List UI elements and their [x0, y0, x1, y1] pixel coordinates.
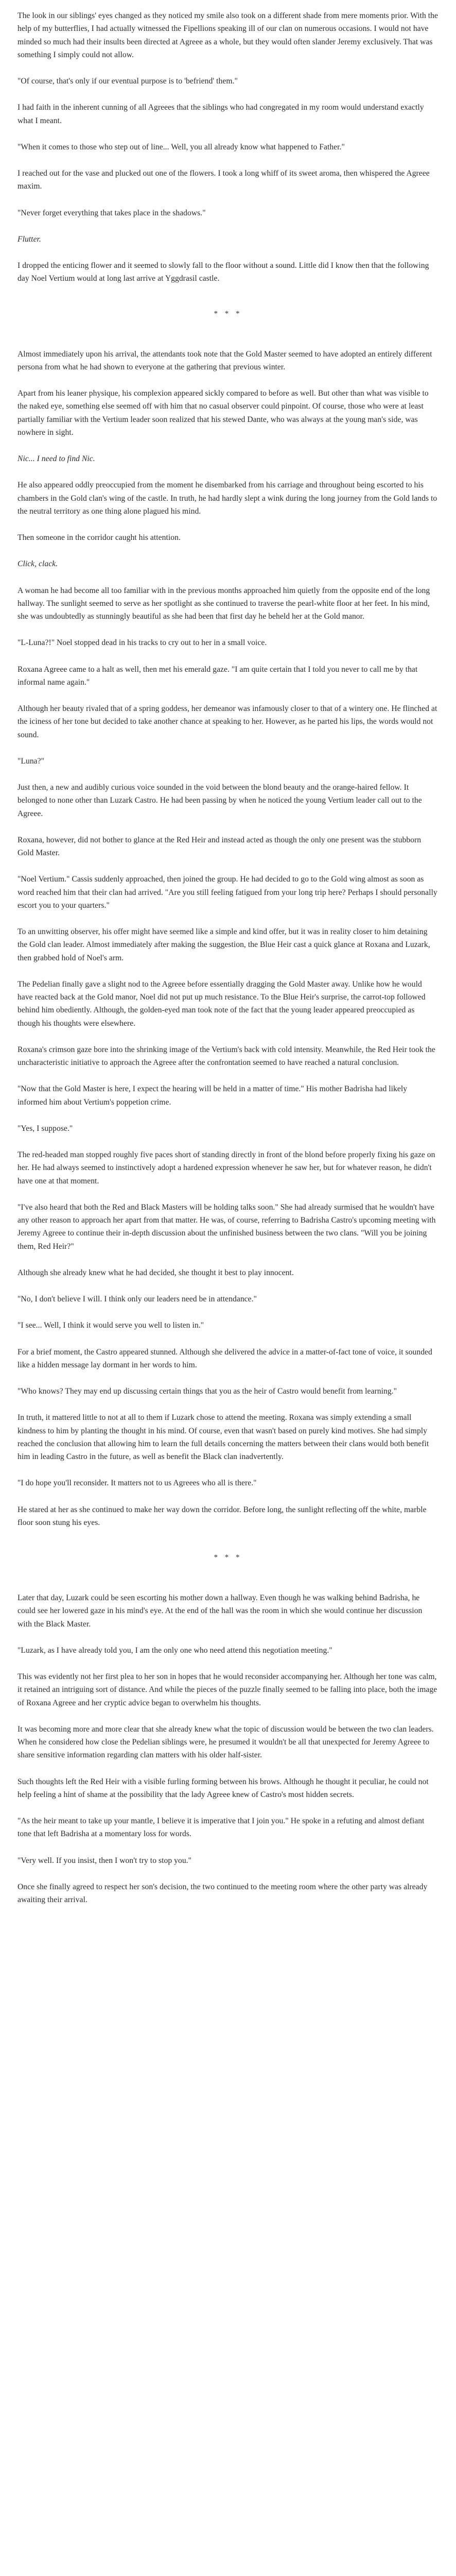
story-paragraph: The red-headed man stopped roughly five paces short of standing directly in front of the blond before properly fixing his gaze on her. He had always seemed to instinctively adopt a hardened expression whenever he saw her, but for whatever reason, he didn't have one at that moment. [17, 1150, 435, 1185]
story-body [17, 0, 439, 1920]
story-paragraph: "L-Luna?!" Noel stopped dead in his tracks to cry out to her in a small voice. [17, 638, 267, 648]
story-paragraph: He stared at her as she continued to make her way down the corridor. Before long, the sunlight reflecting off the white, marble floor soon stung his eyes. [17, 1505, 427, 1527]
story-paragraph: "I see... Well, I think it would serve you well to listen in." [17, 1321, 204, 1330]
story-paragraph: The Pedelian finally gave a slight nod to the Agreee before essentially dragging the Gold Master away. Unlike how he would have reacted back at the Gold manor, Noel did not put up much resistance. To the Blue Heir's surprise, the carrot-top followed behind him obediently. Although, the golden-eyed man took note of the fact that the young leader appeared preoccupied as though his thoughts were elsewhere. [17, 979, 426, 1028]
story-paragraph: It was becoming more and more clear that she already knew what the topic of discussion would be between the two clan leaders. When he considered how close the Pedelian siblings were, he presumed it wouldn't be all that unexpected for Jeremy Agreee to share sensitive information regarding clan matters with his older half-sister. [17, 1724, 434, 1760]
story-paragraph: Almost immediately upon his arrival, the attendants took note that the Gold Master seemed to have adopted an entirely different persona from what he had shown to everyone at the gathering that previous winter. [17, 349, 432, 371]
section-separator: * * * [214, 309, 242, 318]
story-paragraph: In truth, it mattered little to not at all to them if Luzark chose to attend the meeting. Roxana was simply extending a small kindness to him by planting the thought in his mind. Of course, even that wasn't based on purely kind motives. She had simply reached the conclusion that allowing him to learn the full details concerning the matters between their clans would both benefit him in leading Castro in the future, as well as benefit the Black clan inadvertently. [17, 1413, 429, 1461]
story-paragraph: "Who knows? They may end up discussing certain things that you as the heir of Castro would benefit from learning." [17, 1387, 397, 1396]
story-paragraph: Just then, a new and audibly curious voice sounded in the void between the blond beauty and the orange-haired fellow. It belonged to none other than Luzark Castro. He had been passing by when he noticed the young Vertium leader call out to the Agreee. [17, 783, 422, 818]
story-paragraph: I dropped the enticing flower and it seemed to slowly fall to the floor without a sound. Little did I know then that the following day Noel Vertium would at long last arrive at Yggdrasil castle. [17, 261, 429, 283]
story-paragraph: He also appeared oddly preoccupied from the moment he disembarked from his carriage and throughout being escorted to his chambers in the Gold clan's wing of the castle. In truth, he had hardly slept a wink during the long journey from the Gold lands to the neutral territory as one thing alone plagued his mind. [17, 481, 437, 516]
story-paragraph: Apart from his leaner physique, his complexion appeared sickly compared to before as well. But other than what was visible to the naked eye, something else seemed off with him that no casual observer could pinpoint. Of course, those who were at least partially familiar with the Vertium leader soon realized that his stewed Dante, who was always at the young man's side, was nowhere in sight. [17, 389, 429, 437]
italic-thought-paragraph: Nic... I need to find Nic. [17, 454, 95, 463]
italic-thought-paragraph: Click, clack. [17, 560, 58, 569]
story-paragraph: "Luna?" [17, 756, 45, 766]
story-paragraph: For a brief moment, the Castro appeared stunned. Although she delivered the advice in a matter-of-fact tone of voice, it sounded like a hidden message lay dormant in her words to him. [17, 1347, 432, 1369]
story-paragraph: "Luzark, as I have already told you, I am the only one who need attend this negotiation meeting." [17, 1646, 332, 1655]
story-paragraph: Such thoughts left the Red Heir with a visible furling forming between his brows. Although he thought it peculiar, he could not help feeling a hint of shame at the possibility that the lady Agreee knew of Castro's most hidden secrets. [17, 1777, 429, 1799]
story-paragraph: Roxana, however, did not bother to glance at the Red Heir and instead acted as though the only one present was the stubborn Gold Master. [17, 835, 422, 857]
story-paragraph: A woman he had become all too familiar with in the previous months approached him quietly from the opposite end of the long hallway. The sunlight seemed to serve as her spotlight as she continued to traverse the pearl-white floor at her feet. In his mind, she was undoubtedly as stunningly beautiful as she had been that first day he beheld her at the Gold manor. [17, 586, 430, 621]
story-paragraph: I had faith in the inherent cunning of all Agreees that the siblings who had congregated in my room would understand exactly what I meant. [17, 103, 424, 125]
story-paragraph: Roxana Agreee came to a halt as well, then met his emerald gaze. "I am quite certain that I told you never to call me by that informal name again." [17, 665, 418, 687]
story-paragraph: This was evidently not her first plea to her son in hopes that he would reconsider accompanying her. Although her tone was calm, it retained an intriguing sort of distance. And while the pieces of the puzzle finally seemed to be falling into place, both the image of Roxana Agreee and her cryptic advice began to overwhelm his thoughts. [17, 1672, 437, 1707]
story-paragraph: I reached out for the vase and plucked out one of the flowers. I took a long whiff of its sweet aroma, then whispered the Agreee maxim. [17, 169, 430, 191]
story-paragraph: Although she already knew what he had decided, she thought it best to play innocent. [17, 1268, 294, 1277]
story-paragraph: "Now that the Gold Master is here, I expect the hearing will be held in a matter of time." His mother Badrisha had likely informed him about Vertium's poppetion crime. [17, 1084, 408, 1107]
section-separator: * * * [214, 1553, 242, 1562]
story-paragraph: "As the heir meant to take up your mantle, I believe it is imperative that I join you." He spoke in a refuting and almost defiant tone that left Badrisha at a momentary loss for words. [17, 1817, 425, 1839]
story-paragraph: "No, I don't believe I will. I think only our leaders need be in attendance." [17, 1295, 257, 1303]
story-paragraph: The look in our siblings' eyes changed as they noticed my smile also took on a different shade from mere moments prior. With the help of my butterflies, I had actually witnessed the Fipellions speaking ill of our clan on numerous occasions. I would not have minded so much had their insults been directed at Agreee as a whole, but they would often slander Jeremy exclusively. That was something I simply could not allow. [17, 11, 438, 59]
story-paragraph: Roxana's crimson gaze bore into the shrinking image of the Vertium's back with cold intensity. Meanwhile, the Red Heir took the uncharacteristic initiative to approach the Agreee after the confrontation seemed to have reached a natural conclusion. [17, 1045, 435, 1067]
story-paragraph: Although her beauty rivaled that of a spring goddess, her demeanor was infamously closer to that of a wintery one. He flinched at the iciness of her tone but decided to take another chance at speaking to her. However, as he parted his lips, the words would not sound. [17, 704, 437, 739]
story-paragraph: "Never forget everything that takes place in the shadows." [17, 208, 206, 217]
story-paragraph: "Yes, I suppose." [17, 1124, 73, 1133]
story-paragraph: "Of course, that's only if our eventual purpose is to 'befriend' them." [17, 77, 238, 86]
story-paragraph: "I've also heard that both the Red and Black Masters will be holding talks soon." She had already surmised that he wouldn't have any other reason to approach her apart from that matter. He was, of course, referring to Badrisha Castro's upcoming meeting with Jeremy Agreee to continue their in-depth discussion about the unfinished business between the two clans. "Will you be joining them, Red Heir?" [17, 1202, 436, 1251]
italic-thought-paragraph: Flutter. [17, 234, 41, 244]
story-paragraph: "Noel Vertium." Cassis suddenly approached, then joined the group. He had decided to go to the Gold wing almost as soon as word reached him that their clan had arrived. "Are you still feeling fatigued from your long trip here? Perhaps I should personally escort you to your quarters." [17, 875, 437, 910]
story-paragraph: "Very well. If you insist, then I won't try to stop you." [17, 1856, 192, 1865]
story-paragraph: Once she finally agreed to respect her son's decision, the two continued to the meeting room where the other party was already awaiting their arrival. [17, 1882, 428, 1904]
story-paragraph: "I do hope you'll reconsider. It matters not to us Agreees who all is there." [17, 1479, 257, 1488]
story-paragraph: Then someone in the corridor caught his attention. [17, 533, 181, 542]
story-paragraph: To an unwitting observer, his offer might have seemed like a simple and kind offer, but it was in reality closer to him detaining the Gold clan leader. Almost immediately after making the suggestion, the Blue Heir cast a quick glance at Roxana and Luzark, then grabbed hold of Noel's arm. [17, 927, 430, 962]
story-paragraph: "When it comes to those who step out of line... Well, you all already know what happened to Father." [17, 142, 345, 151]
story-paragraph: Later that day, Luzark could be seen escorting his mother down a hallway. Even though he was walking behind Badrisha, he could see her lowered gaze in his mind's eye. At the end of the hall was the room in which she would continue her discussion with the Black Master. [17, 1594, 423, 1629]
